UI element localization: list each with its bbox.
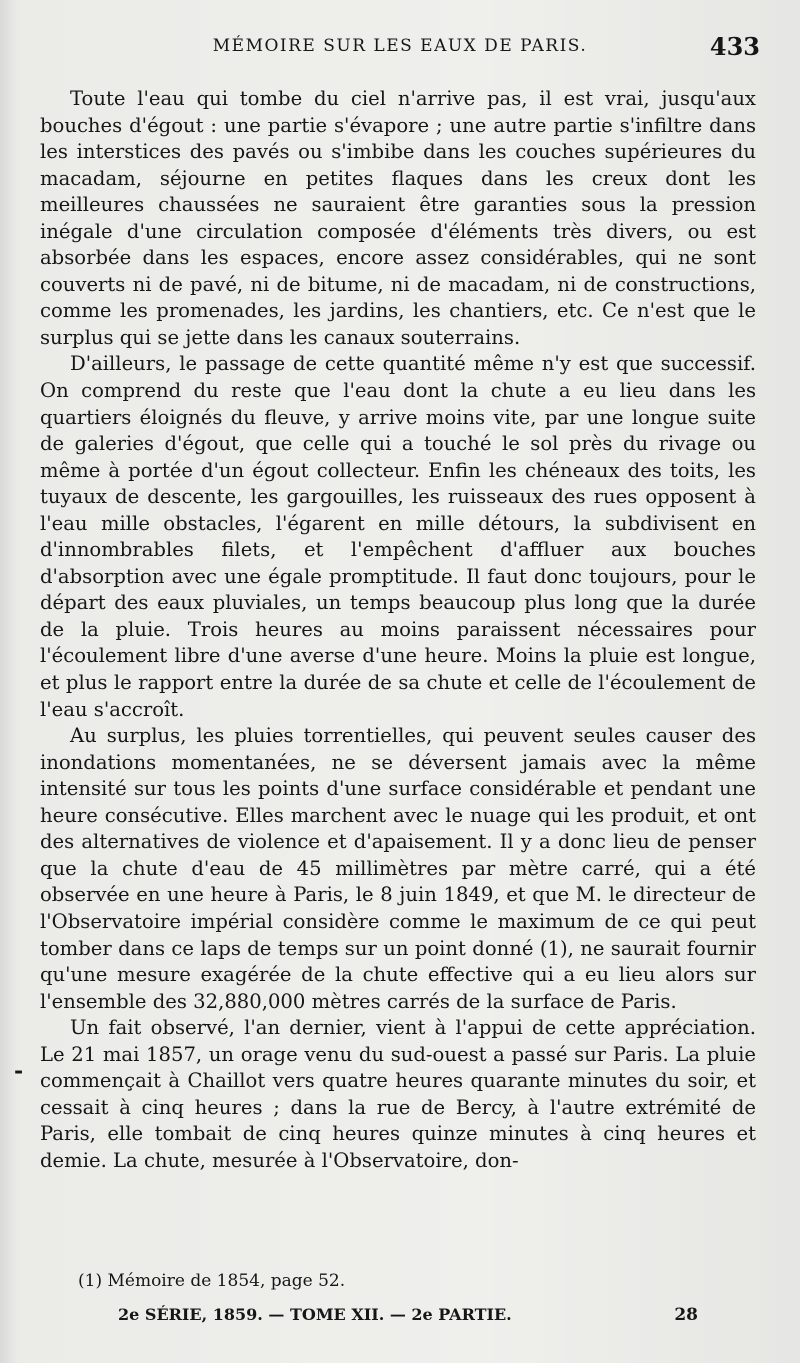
margin-mark: -: [14, 1058, 24, 1084]
signature-mark: 2e SÉRIE, 1859. — TOME XII. — 2e PARTIE.: [118, 1305, 512, 1324]
signature-number: 28: [674, 1305, 698, 1325]
footnote: (1) Mémoire de 1854, page 52.: [78, 1271, 346, 1291]
paragraph-4: Un fait observé, l'an dernier, vient à l'appui de cette appréciation. Le 21 mai 1857, un orage venu du sud-ouest a passé sur Paris. La pluie commençait à Chaillot vers quatre heures quarante minutes du soir, et cessait à cinq heures ; dans la rue de Bercy, à l'autre extrémité de Paris, elle tombait de cinq heures quinze minutes à cinq heures et demie. La chute, mesurée à l'Observatoire, don-: [40, 1016, 756, 1172]
signature-line: [118, 1305, 698, 1329]
paragraph-2: D'ailleurs, le passage de cette quantité même n'y est que successif. On comprend du reste que l'eau dont la chute a eu lieu dans les quartiers éloignés du fleuve, y arrive moins vite, par une longue suite de galeries d'égout, que celle qui a touché le sol près du rivage ou même à portée d'un égout collecteur. Enfin les chéneaux des toits, les tuyaux de descente, les gargouilles, les ruisseaux des rues opposent à l'eau mille obstacles, l'égarent en mille détours, la subdivisent en d'innombrables filets, et l'empêchent d'affluer aux bouches d'absorption avec une égale promptitude. Il faut donc toujours, pour le départ des eaux pluviales, un temps beaucoup plus long que la durée de la pluie. Trois heures au moins paraissent nécessaires pour l'écoulement libre d'une averse d'une heure. Moins la pluie est longue, et plus le rapport entre la durée de sa chute et celle de l'écoulement de l'eau s'accroît.: [40, 352, 756, 721]
page-header: [40, 32, 760, 66]
running-title: MÉMOIRE SUR LES EAUX DE PARIS.: [212, 36, 588, 56]
page-number: 433: [709, 32, 760, 61]
paragraph-3: Au surplus, les pluies torrentielles, qui peuvent seules causer des inondations momentanées, ne se déversent jamais avec la même intensité sur tous les points d'une surface considérable et pendant une heure consécutive. Elles marchent avec le nuage qui les produit, et ont des alternatives de violence et d'apaisement. Il y a donc lieu de penser que la chute d'eau de 45 millimètres par mètre carré, qui a été observée en une heure à Paris, le 8 juin 1849, et que M. le directeur de l'Observatoire impérial considère comme le maximum de ce qui peut tomber dans ce laps de temps sur un point donné (1), ne saurait fournir qu'une mesure exagérée de la chute effective qui a eu lieu alors sur l'ensemble des 32,880,000 mètres carrés de la surface de Paris.: [40, 724, 756, 1013]
paragraph-1: Toute l'eau qui tombe du ciel n'arrive pas, il est vrai, jusqu'aux bouches d'égout : une partie s'évapore ; une autre partie s'infiltre dans les interstices des pavés ou s'imbibe dans les couches supérieures du macadam, séjourne en petites flaques dans les creux dont les meilleures chaussées ne sauraient être garanties sous la pression inégale d'une circulation composée d'éléments très divers, ou est absorbée dans les espaces, encore assez considérables, qui ne sont couverts ni de pavé, ni de bitume, ni de macadam, ni de constructions, comme les promenades, les jardins, les chantiers, etc. Ce n'est que le surplus qui se jette dans les canaux souterrains.: [40, 87, 756, 349]
body-text: [40, 86, 756, 1174]
